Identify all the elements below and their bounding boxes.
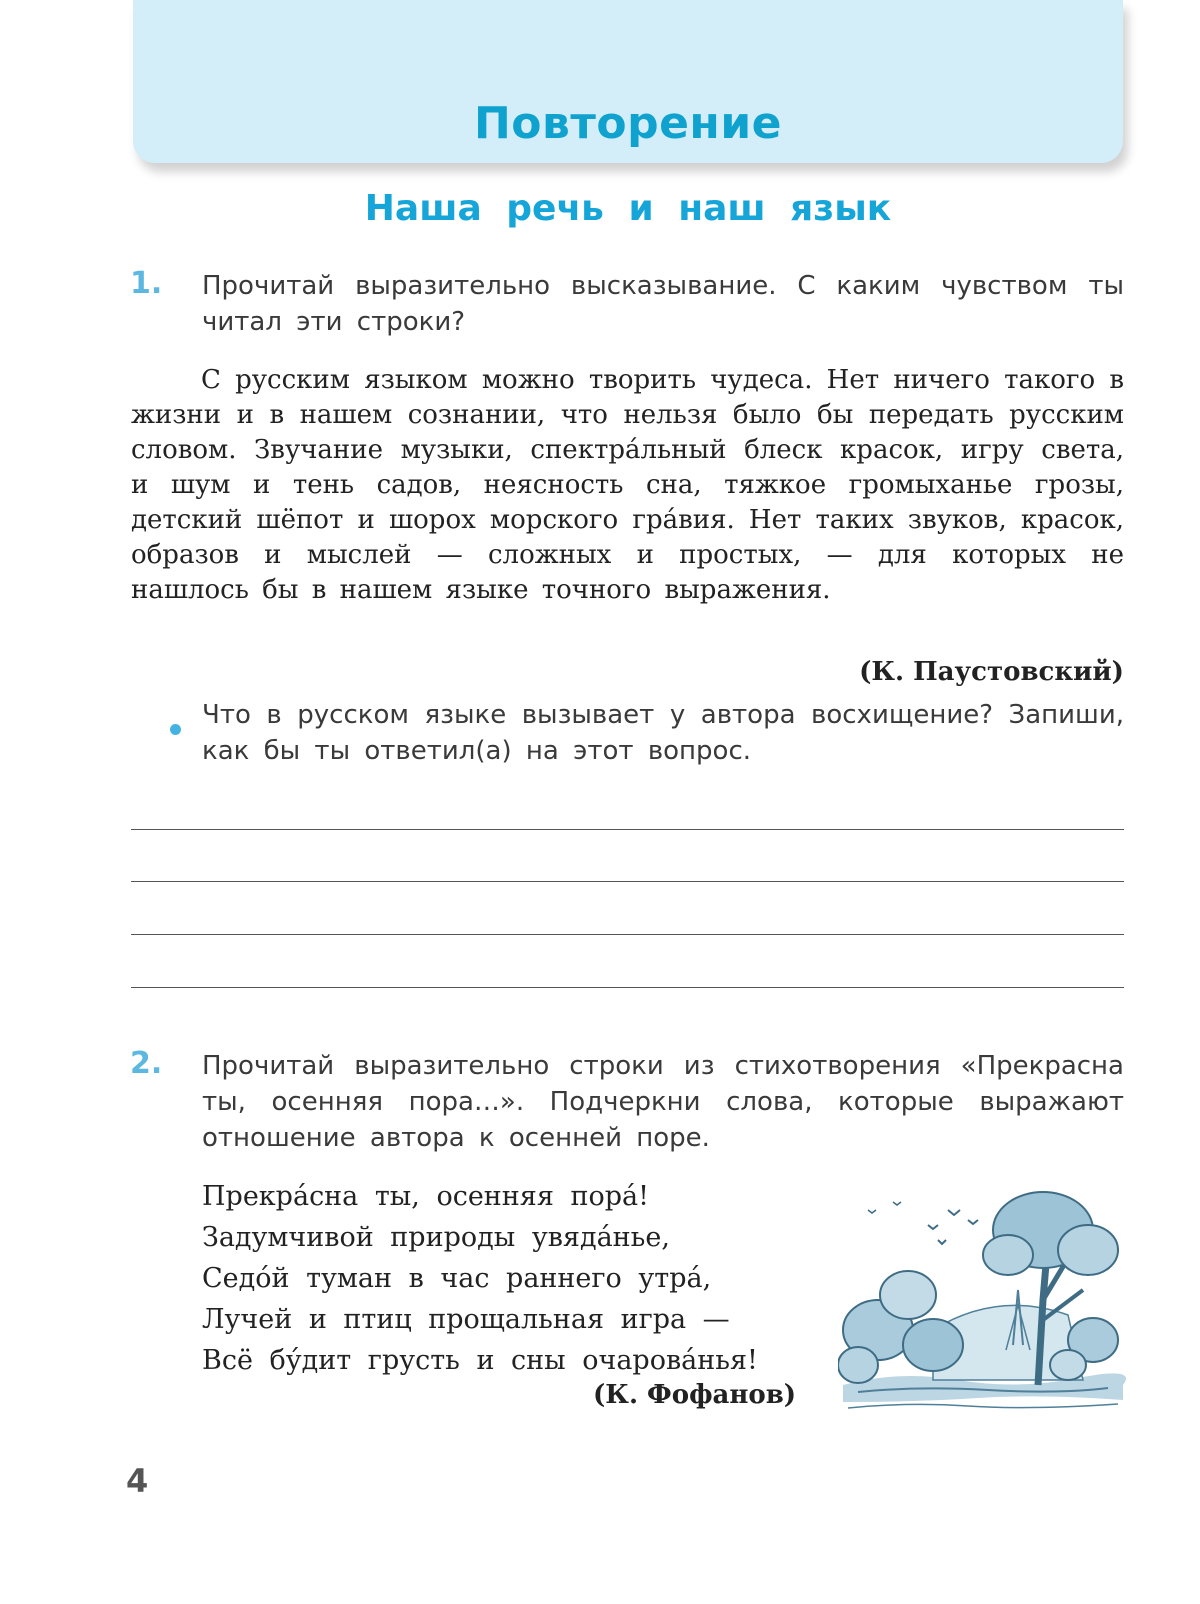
section-subtitle: Наша речь и наш язык [364, 188, 892, 229]
poem-line: Прекра́сна ты, осенняя пора́! [202, 1181, 649, 1212]
bullet-icon [170, 724, 181, 735]
fofanov-poem [202, 1176, 758, 1381]
task-1-instruction: Прочитай выразительно высказывание. С каким чувством ты читал эти строки? [202, 271, 1124, 337]
poem-line: Задумчивой природы увяда́нье, [202, 1222, 670, 1253]
poem-line: Лучей и птиц прощальная игра — [202, 1304, 730, 1335]
poem-line: Седо́й туман в час раннего утра́, [202, 1263, 712, 1294]
autumn-landscape-illustration [838, 1180, 1128, 1430]
poem-author: (К. Фофанов) [593, 1380, 797, 1410]
page-title: Повторение [473, 98, 783, 149]
task-2-number: 2. [130, 1046, 163, 1081]
quote-author: (К. Паустовский) [859, 657, 1124, 687]
section-header-banner [133, 0, 1123, 163]
poem-line: Всё бу́дит грусть и сны очарова́нья! [202, 1345, 758, 1376]
task-1-number: 1. [130, 266, 163, 301]
answer-line-1[interactable] [131, 829, 1124, 830]
answer-line-3[interactable] [131, 934, 1124, 935]
page-number: 4 [126, 1462, 149, 1500]
task-2-instruction: Прочитай выразительно строки из стихотворения «Прекрасна ты, осенняя пора…». Подчеркни слова, которые выражают отношение автора к осенней поре. [202, 1051, 1124, 1153]
task-1-question: Что в русском языке вызывает у автора восхищение? Запиши, как бы ты ответил(а) на этот вопрос. [202, 700, 1124, 766]
answer-line-4[interactable] [131, 987, 1124, 988]
answer-line-2[interactable] [131, 881, 1124, 882]
paustovsky-quote: С русским языком можно творить чудеса. Нет ничего такого в жизни и в нашем сознании, что нельзя было бы передать русским словом. Звучание музыки, спектра́льный блеск красок, игру света, и шум и тень садов, неясность сна, тяжкое громыханье грозы, детский шёпот и шорох морского гра́вия. Нет таких звуков, красок, образов и мыслей — сложных и простых, — для которых не нашлось бы в нашем языке точного выражения. [131, 365, 1124, 605]
